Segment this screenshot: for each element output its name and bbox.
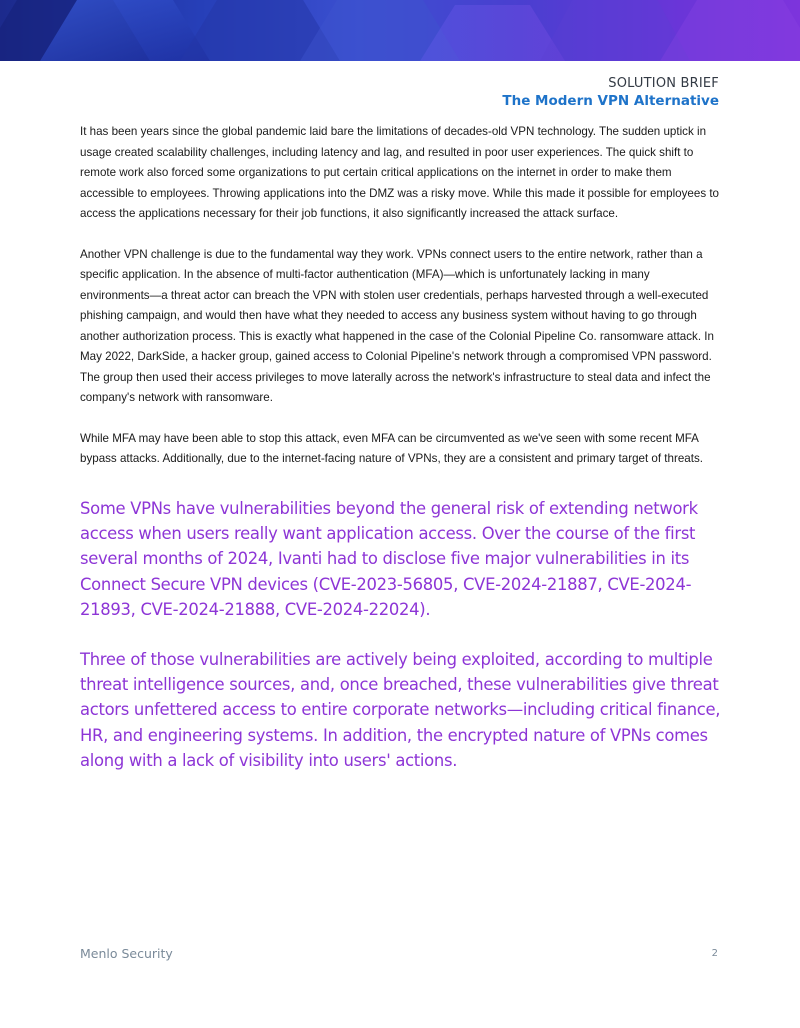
pull-quote-paragraph: Three of those vulnerabilities are actively being exploited, according to multiple threat intelligence sources, and, once breached, these vulnerabilities give threat actors unfettered access to entire corporate networks—including critical finance, HR, and engineering systems. In addition, the encrypted nature of VPNs comes along with a lack of visibility into users' actions. — [80, 650, 721, 770]
pull-quote-paragraph: Some VPNs have vulnerabilities beyond the general risk of extending network access when users really want application access. Over the course of the first several months of 2024, Ivanti had to disclose five major vulnerabilities in its Connect Secure VPN devices (CVE-2023-56805, CVE-2024-21887, CVE-2024-21893, CVE-2024-21888, CVE-2024-22024). — [80, 499, 698, 619]
body-paragraph: It has been years since the global pandemic laid bare the limitations of decades-old VPN technology. The sudden uptick in usage created scalability challenges, including latency and lag, and resulted in poor user experiences. The quick shift to remote work also forced some organizations to put certain critical applications on the internet in order to make them accessible to employees. Throwing applications into the DMZ was a risky move. While this made it possible for employees to access the applications necessary for their job functions, it also significantly increased the attack surface. — [80, 125, 720, 220]
header-banner — [0, 0, 800, 61]
body-paragraph: While MFA may have been able to stop this attack, even MFA can be circumvented as we've seen with some recent MFA bypass attacks. Additionally, due to the internet-facing nature of VPNs, they are a consistent and primary target of threats. — [80, 431, 703, 465]
document-title: The Modern VPN Alternative — [502, 93, 719, 109]
hexagon-pattern-graphic — [0, 0, 800, 61]
footer-company-name: Menlo Security — [80, 946, 173, 961]
body-text — [80, 122, 722, 490]
pull-quote — [80, 496, 725, 798]
body-paragraph: Another VPN challenge is due to the fundamental way they work. VPNs connect users to the entire network, rather than a specific application. In the absence of multi-factor authentication (MFA)—which is unfortunately lacking in many environments—a threat actor can breach the VPN with stolen user credentials, perhaps harvested through a well-executed phishing campaign, and would then have what they needed to access any business system without having to go through another authorization process. This is exactly what happened in the case of the Colonial Pipeline Co. ransomware attack. In May 2022, DarkSide, a hacker group, gained access to Colonial Pipeline's network through a compromised VPN password. The group then used their access privileges to move laterally across the network's infrastructure to steal data and infect the company's network with ransomware. — [80, 247, 714, 404]
document-type-label: SOLUTION BRIEF — [608, 76, 719, 91]
page-number: 2 — [711, 948, 718, 959]
document-header — [502, 75, 719, 111]
